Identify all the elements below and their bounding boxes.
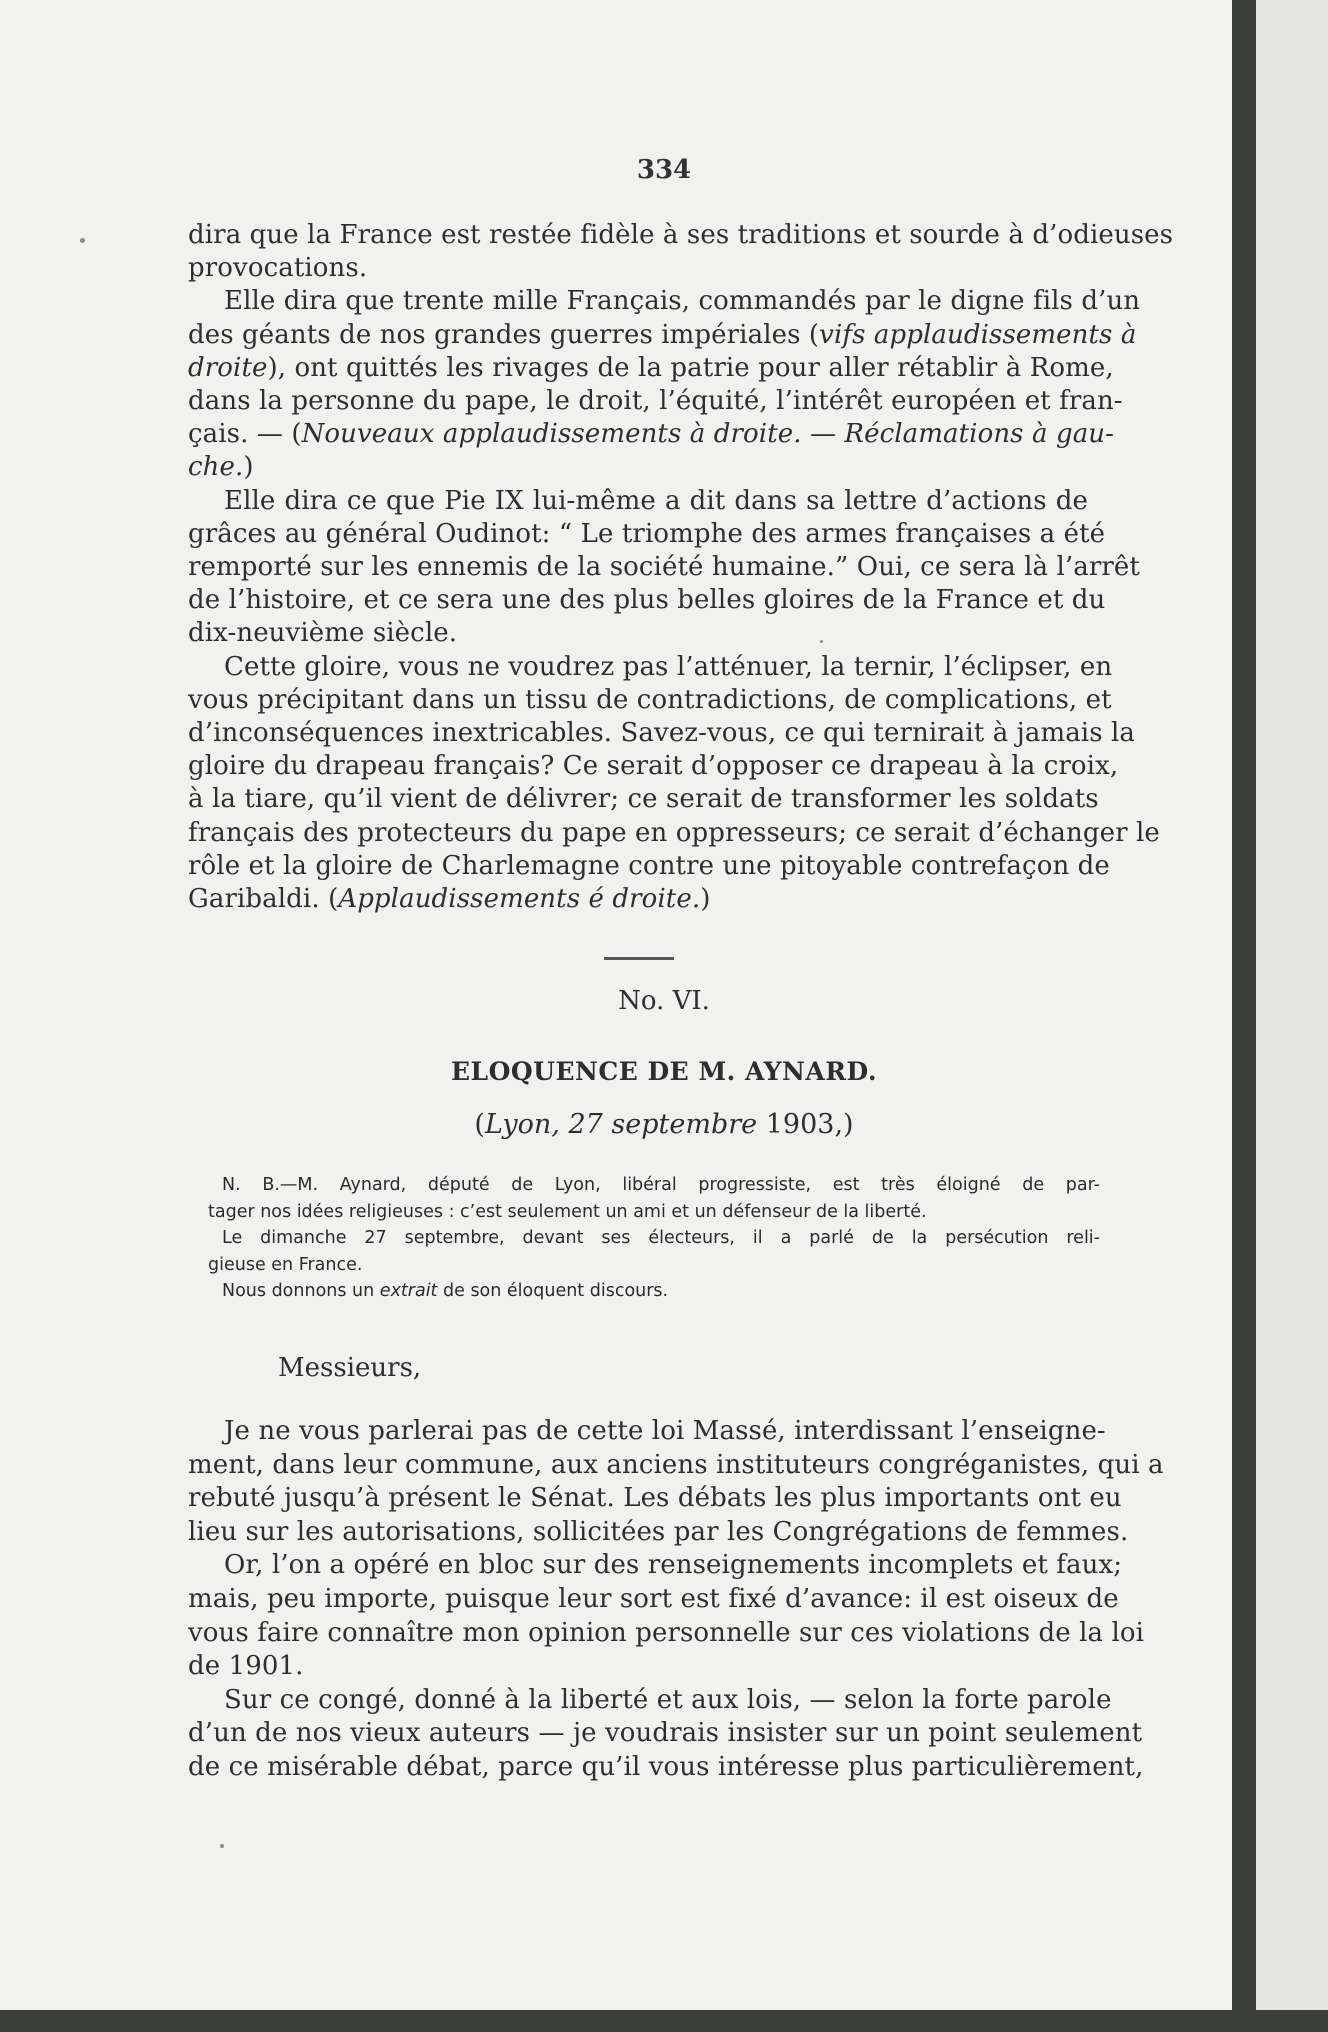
text-line: Je ne vous parlerai pas de cette loi Massé, interdissant l’enseigne- [224, 1416, 1106, 1446]
text-line: tager nos idées religieuses : c’est seulement un ami et un défenseur de la liberté. [208, 1201, 927, 1222]
adjacent-page-strip [1256, 0, 1328, 2032]
text-line: Elle dira que trente mille Français, commandés par le digne fils d’un [224, 286, 1141, 317]
section-divider [604, 957, 674, 960]
text-line: ment, dans leur commune, aux anciens instituteurs congréganistes, qui a [188, 1449, 1164, 1480]
salutation: Messieurs, [278, 1353, 422, 1383]
text-line: Nous donnons un extrait de son éloquent discours. [222, 1281, 669, 1301]
text-line: de l’histoire, et ce sera une des plus belles gloires de la France et du [188, 585, 1106, 616]
text-line: dix-neuvième siècle. [188, 618, 458, 649]
section-title: ELOQUENCE DE M. AYNARD. [450, 1057, 878, 1086]
page-number: 334 [636, 155, 692, 185]
text-line: gieuse en France. [208, 1254, 363, 1275]
text-line: remporté sur les ennemis de la société humaine.” Oui, ce sera là l’arrêt [188, 552, 1140, 582]
section-year: 1903,) [757, 1109, 854, 1140]
text-line: de ce misérable débat, parce qu’il vous intéresse plus particulièrement, [188, 1752, 1144, 1782]
text-line: çais. — (Nouveaux applaudissements à droite. — Réclamations à gau- [188, 419, 1115, 450]
text-line: vous précipitant dans un tissu de contradictions, de complications, et [188, 684, 1112, 715]
text-line: Le dimanche 27 septembre, devant ses électeurs, il a parlé de la persécution reli- [222, 1228, 1100, 1248]
text-line: à la tiare, qu’il vient de délivrer; ce serait de transformer les soldats [188, 784, 1099, 815]
text-line: Garibaldi. (Applaudissements é droite.) [188, 884, 711, 914]
scan-right-border [1232, 0, 1256, 2032]
text-line: N. B.—M. Aynard, député de Lyon, libéral progressiste, est très éloigné de par- [222, 1175, 1100, 1195]
section-place-date: (Lyon, 27 septembre 1903,) [474, 1109, 854, 1140]
scan-speck [220, 1844, 224, 1848]
text-line: d’un de nos vieux auteurs — je voudrais insister sur un point seulement [188, 1718, 1143, 1749]
text-line: gloire du drapeau français? Ce serait d’opposer ce drapeau à la croix, [188, 751, 1119, 782]
text-line: français des protecteurs du pape en oppresseurs; ce serait d’échanger le [188, 817, 1160, 848]
text-line: lieu sur les autorisations, sollicitées par les Congrégations de femmes. [188, 1516, 1129, 1547]
text-line: Cette gloire, vous ne voudrez pas l’atténuer, la ternir, l’éclipser, en [224, 651, 1113, 682]
text-line: rebuté jusqu’à présent le Sénat. Les débats les plus importants ont eu [188, 1483, 1122, 1514]
text-line: Sur ce congé, donné à la liberté et aux lois, — selon la forte parole [224, 1684, 1112, 1715]
text-line: droite), ont quittés les rivages de la patrie pour aller rétablir à Rome, [188, 352, 1114, 383]
section-number: No. VI. [618, 986, 710, 1016]
text-line: vous faire connaître mon opinion personnelle sur ces violations de la loi [188, 1617, 1145, 1648]
text-line: de 1901. [188, 1651, 304, 1682]
text-line: che.) [188, 452, 254, 483]
text-line: dira que la France est restée fidèle à ses traditions et sourde à d’odieuses [188, 220, 1174, 250]
text-line: rôle et la gloire de Charlemagne contre une pitoyable contrefaçon de [188, 850, 1110, 881]
scan-bottom-border [0, 2010, 1328, 2032]
text-line: Or, l’on a opéré en bloc sur des renseignements incomplets et faux; [224, 1550, 1123, 1581]
text-line: Elle dira ce que Pie IX lui-même a dit dans sa lettre d’actions de [224, 485, 1088, 516]
section-place: Lyon, 27 septembre [484, 1109, 758, 1140]
text-line: dans la personne du pape, le droit, l’équité, l’intérêt européen et fran- [188, 386, 1123, 416]
text-line: des géants de nos grandes guerres impériales (vifs applaudissements à [188, 319, 1137, 350]
text-line: mais, peu importe, puisque leur sort est fixé d’avance: il est oiseux de [188, 1584, 1119, 1614]
text-line: grâces au général Oudinot: “ Le triomphe des armes françaises a été [188, 518, 1106, 549]
text-line: provocations. [188, 253, 368, 284]
text-line: d’inconséquences inextricables. Savez-vous, ce qui ternirait à jamais la [188, 718, 1136, 748]
scan-speck [80, 238, 85, 243]
